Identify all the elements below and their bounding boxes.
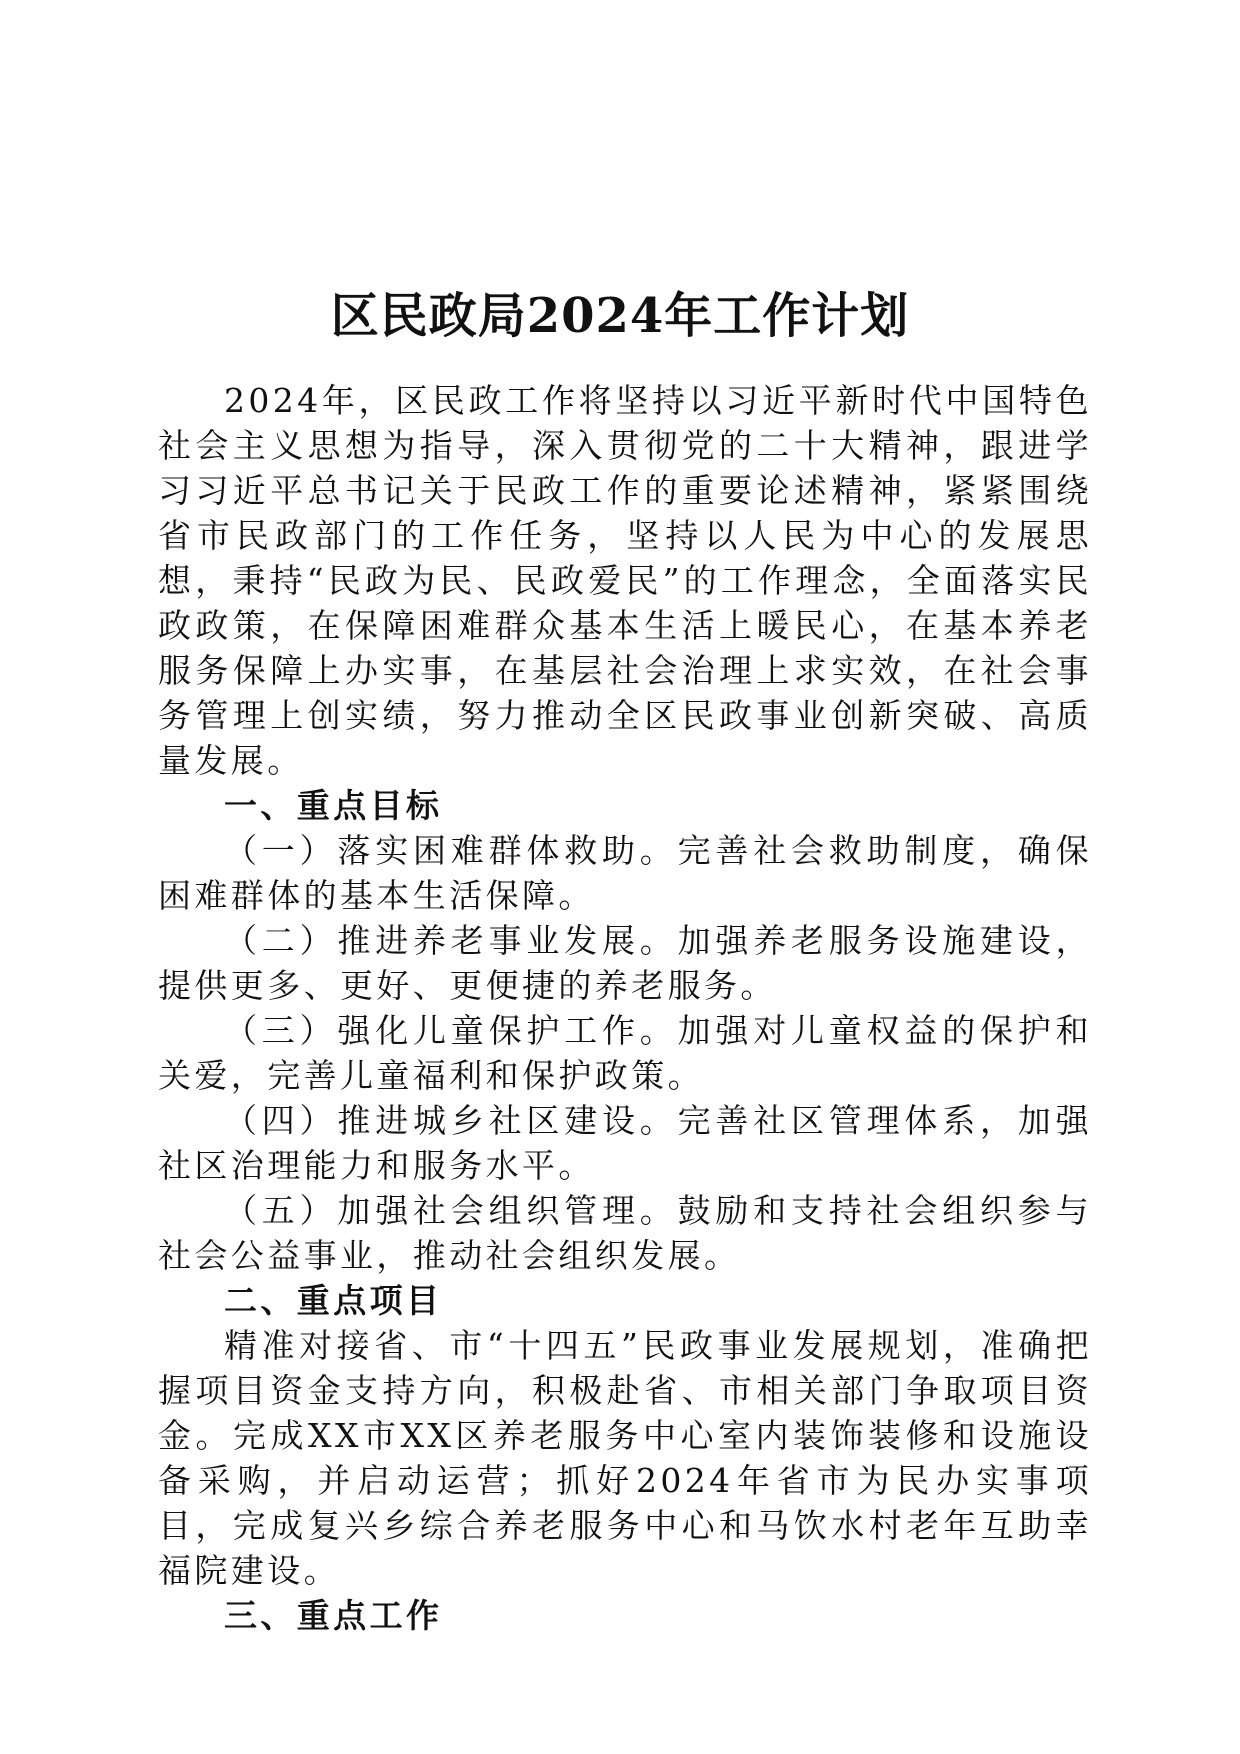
goal-item: （四）推进城乡社区建设。完善社区管理体系，加强社区治理能力和服务水平。 <box>158 1101 1092 1185</box>
intro-paragraph: 2024年，区民政工作将坚持以习近平新时代中国特色社会主义思想为指导，深入贯彻党的二十大精神，跟进学习习近平总书记关于民政工作的重要论述精神，紧紧围绕省市民政部门的工作任务，坚持以人民为中心的发展思想，秉持“民政为民、民政爱民”的工作理念，全面落实民政政策，在保障困难群众基本生活上暖民心，在基本养老服务保障上办实事，在基层社会治理上求实效，在社会事务管理上创实绩，努力推动全区民政事业创新突破、高质量发展。 <box>158 381 1092 780</box>
document-title: 区民政局2024年工作计划 <box>330 288 910 345</box>
section-heading-work: 三、重点工作 <box>224 1596 443 1635</box>
goal-item: （五）加强社会组织管理。鼓励和支持社会组织参与社会公益事业，推动社会组织发展。 <box>158 1191 1092 1275</box>
section-heading-projects: 二、重点项目 <box>224 1281 443 1320</box>
section-heading-goals: 一、重点目标 <box>224 786 443 825</box>
goal-item: （二）推进养老事业发展。加强养老服务设施建设，提供更多、更好、更便捷的养老服务。 <box>158 921 1092 1005</box>
goal-item: （三）强化儿童保护工作。加强对儿童权益的保护和关爱，完善儿童福利和保护政策。 <box>158 1011 1092 1095</box>
document-body <box>158 378 1092 1638</box>
projects-paragraph: 精准对接省、市“十四五”民政事业发展规划，准确把握项目资金支持方向，积极赴省、市相关部门争取项目资金。完成XX市XX区养老服务中心室内装饰装修和设施设备采购，并启动运营；抓好2024年省市为民办实事项目，完成复兴乡综合养老服务中心和马饮水村老年互助幸福院建设。 <box>158 1326 1092 1590</box>
goal-item: （一）落实困难群体救助。完善社会救助制度，确保困难群体的基本生活保障。 <box>158 831 1092 915</box>
